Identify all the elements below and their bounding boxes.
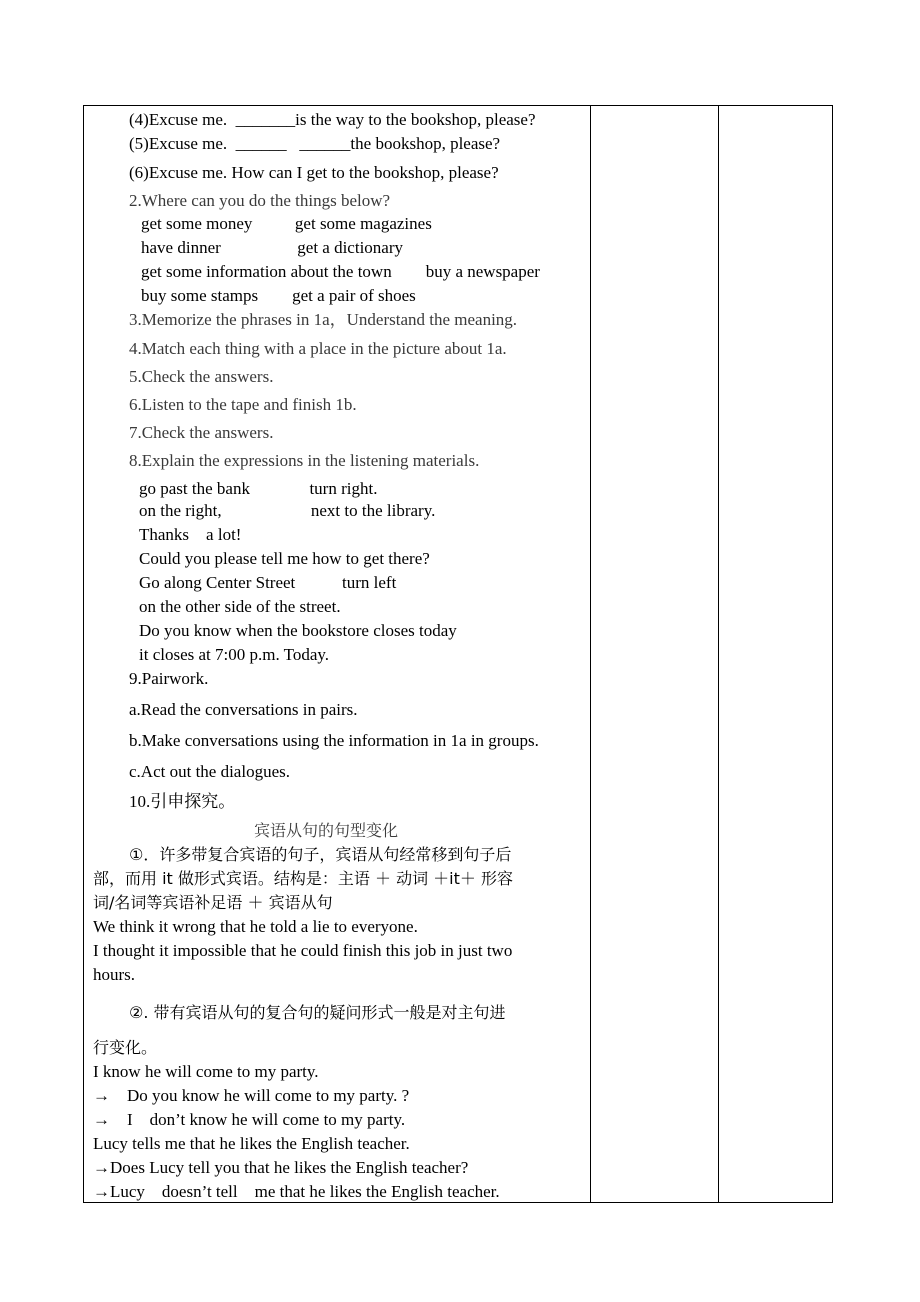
text-line: →Lucy doesn’t tell me that he likes the English teacher. <box>93 1182 500 1201</box>
text-line: (4)Excuse me. _______is the way to the bookshop, please? <box>129 110 536 129</box>
text-line: 9.Pairwork. <box>129 669 209 688</box>
text-line: ②. 带有宾语从句的复合句的疑问形式一般是对主句进 <box>129 1003 506 1022</box>
text-line: have dinner get a dictionary <box>141 238 404 257</box>
text-line: →Does Lucy tell you that he likes the English teacher? <box>93 1158 469 1177</box>
text-line: ①．许多带复合宾语的句子，宾语从句经常移到句子后 <box>129 845 512 864</box>
text-line: get some information about the town buy a newspaper <box>141 262 540 281</box>
text-line: → I don’t know he will come to my party. <box>93 1110 406 1129</box>
text-line: c.Act out the dialogues. <box>129 762 290 781</box>
text-line: 部，而用 it 做形式宾语。结构是：主语 ＋ 动词 ＋it＋ 形容 <box>93 869 513 888</box>
text-line: Lucy tells me that he likes the English teacher. <box>93 1134 410 1153</box>
lesson-table <box>83 105 833 1203</box>
section-heading: 宾语从句的句型变化 <box>254 821 399 840</box>
text-line: hours. <box>93 965 136 984</box>
text-line: I thought it impossible that he could finish this job in just two <box>93 941 513 960</box>
text-line: get some money get some magazines <box>141 214 432 233</box>
text-line: 4.Match each thing with a place in the picture about 1a. <box>129 339 507 358</box>
text-line: a.Read the conversations in pairs. <box>129 700 358 719</box>
text-line: 3.Memorize the phrases in 1a，Understand the meaning. <box>129 310 518 329</box>
text-line: 5.Check the answers. <box>129 367 274 386</box>
text-line: Go along Center Street turn left <box>139 573 397 592</box>
text-line: Thanks a lot! <box>139 525 242 544</box>
text-line: on the other side of the street. <box>139 597 341 616</box>
text-line: 2.Where can you do the things below? <box>129 191 391 210</box>
remarks-cell <box>719 106 832 1202</box>
text-line: Could you please tell me how to get there? <box>139 549 430 568</box>
text-line: 8.Explain the expressions in the listening materials. <box>129 451 480 470</box>
text-line: it closes at 7:00 p.m. Today. <box>139 645 330 664</box>
text-line: on the right, next to the library. <box>139 501 436 520</box>
text-line: We think it wrong that he told a lie to everyone. <box>93 917 418 936</box>
text-line: I know he will come to my party. <box>93 1062 319 1081</box>
text-line: 10.引申探究。 <box>129 792 236 811</box>
text-line: b.Make conversations using the information in 1a in groups. <box>129 731 539 750</box>
text-line: → Do you know he will come to my party. ? <box>93 1086 410 1105</box>
notes-cell <box>591 106 718 1202</box>
text-line: 6.Listen to the tape and finish 1b. <box>129 395 357 414</box>
text-line: (6)Excuse me. How can I get to the bookshop, please? <box>129 163 499 182</box>
text-line: 7.Check the answers. <box>129 423 274 442</box>
text-line: (5)Excuse me. ______ ______the bookshop, please? <box>129 134 501 153</box>
text-line: go past the bank turn right. <box>139 479 378 498</box>
content-cell <box>84 106 590 1202</box>
text-line: Do you know when the bookstore closes today <box>139 621 457 640</box>
text-line: 行变化。 <box>93 1038 158 1057</box>
text-line: buy some stamps get a pair of shoes <box>141 286 416 305</box>
text-line: 词/名词等宾语补足语 ＋ 宾语从句 <box>93 893 333 912</box>
